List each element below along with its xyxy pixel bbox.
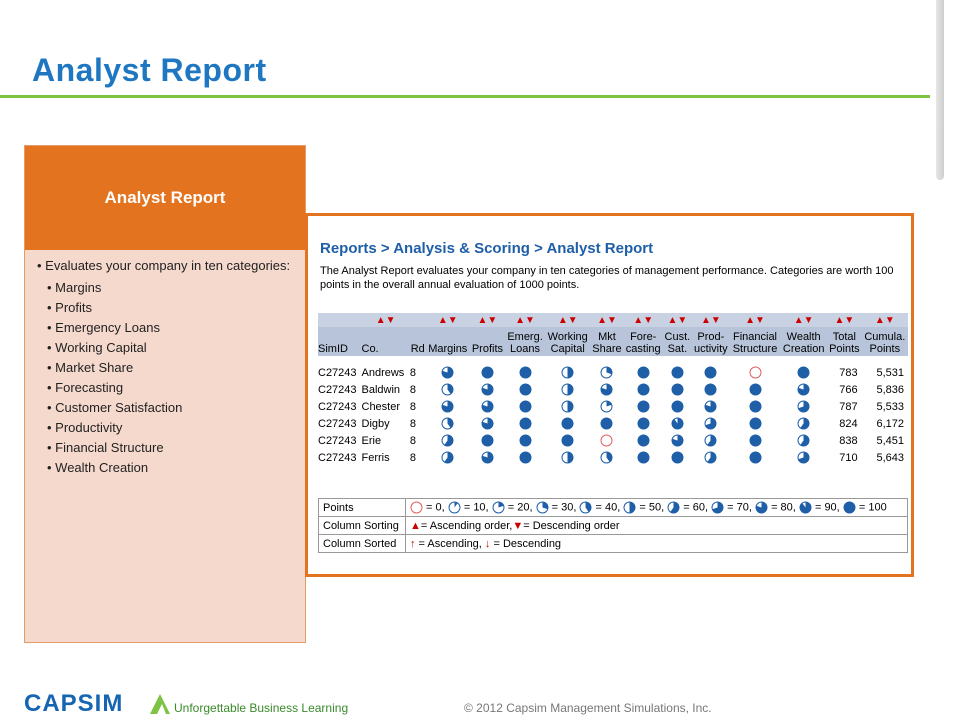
score-pie-icon: [637, 400, 650, 413]
score-pie-icon: [600, 383, 613, 396]
score-pie-icon: [410, 501, 423, 514]
score-pie-icon: [637, 383, 650, 396]
category-item: [33, 338, 293, 358]
sort-arrows-button[interactable]: ▲▼: [862, 313, 908, 327]
score-cell: [730, 398, 780, 415]
score-cell: [663, 415, 692, 432]
legend-point-value: = 70,: [724, 501, 756, 514]
score-pie-icon: [799, 501, 812, 514]
legend-points-row: [319, 499, 908, 517]
score-pie-icon: [481, 366, 494, 379]
score-pie-icon: [749, 417, 762, 430]
legend-point-value: = 80,: [768, 501, 799, 514]
legend-label: Points: [319, 499, 406, 517]
category-item-label: • Financial Structure: [47, 440, 164, 455]
score-pie-icon: [637, 434, 650, 447]
report-description: The Analyst Report evaluates your company in ten categories of management performance. Categories are worth 100 points in the overall annual evaluation of 1000 points.: [320, 265, 894, 291]
column-header[interactable]: Rd: [410, 327, 426, 356]
score-cell: [624, 364, 663, 381]
score-cell: [780, 398, 827, 415]
table-row: [318, 449, 908, 466]
title-underline: [0, 95, 930, 98]
category-item: [33, 318, 293, 338]
score-cell: [780, 415, 827, 432]
score-pie-icon: [797, 434, 810, 447]
score-cell: [780, 449, 827, 466]
score-cell: [426, 398, 470, 415]
column-header[interactable]: Total Points: [827, 327, 862, 356]
score-pie-icon: [749, 366, 762, 379]
score-pie-icon: [797, 366, 810, 379]
capsim-logo-mark-icon: [148, 690, 172, 716]
score-cell: [730, 364, 780, 381]
sort-arrows-button[interactable]: ▲▼: [692, 313, 730, 327]
score-cell: [624, 449, 663, 466]
score-pie-icon: [561, 383, 574, 396]
capsim-logo: CAPSIM: [24, 690, 124, 717]
sort-arrows-button[interactable]: ▲▼: [545, 313, 590, 327]
legend-text: = Ascending,: [415, 537, 485, 550]
score-pie-icon: [704, 434, 717, 447]
score-cell: [505, 415, 545, 432]
score-cell: [624, 381, 663, 398]
score-cell: [692, 381, 730, 398]
column-header[interactable]: SimID: [318, 327, 362, 356]
company-cell: Baldwin: [361, 383, 401, 396]
round-cell: 8: [409, 400, 416, 413]
simid-cell: C27243: [318, 383, 357, 396]
score-cell: [692, 398, 730, 415]
score-pie-icon: [711, 501, 724, 514]
score-pie-icon: [441, 400, 454, 413]
summary-panel: [24, 145, 306, 643]
score-pie-icon: [704, 383, 717, 396]
category-item: [33, 278, 293, 298]
sort-arrows-button[interactable]: ▲▼: [590, 313, 623, 327]
score-pie-icon: [671, 383, 684, 396]
column-header[interactable]: Cust. Sat.: [663, 327, 692, 356]
cumulative-points-cell: 6,172: [876, 417, 904, 430]
score-cell: [590, 398, 623, 415]
legend-text: = Descending: [490, 537, 562, 550]
score-pie-icon: [749, 400, 762, 413]
score-pie-icon: [600, 451, 613, 464]
score-pie-icon: [441, 383, 454, 396]
sort-arrow-row: [318, 313, 908, 327]
company-cell: Digby: [361, 417, 390, 430]
score-cell: [780, 381, 827, 398]
score-cell: [470, 364, 505, 381]
score-pie-icon: [441, 366, 454, 379]
column-header[interactable]: Wealth Creation: [780, 327, 827, 356]
score-pie-icon: [671, 366, 684, 379]
header-row: [318, 327, 908, 356]
score-cell: [590, 381, 623, 398]
score-cell: [545, 398, 590, 415]
cumulative-points-cell: 5,643: [876, 451, 904, 464]
score-pie-icon: [441, 451, 454, 464]
category-item: [33, 458, 293, 478]
score-cell: [426, 432, 470, 449]
simid-cell: C27243: [318, 366, 357, 379]
report-screenshot: [305, 213, 914, 577]
category-item-label: • Working Capital: [47, 340, 147, 355]
descending-arrow-icon: ▼: [512, 519, 524, 532]
round-cell: 8: [409, 417, 416, 430]
score-cell: [470, 415, 505, 432]
score-cell: [663, 381, 692, 398]
score-pie-icon: [755, 501, 768, 514]
score-cell: [470, 398, 505, 415]
total-points-cell: 783: [839, 366, 858, 379]
score-pie-icon: [797, 400, 810, 413]
simid-cell: C27243: [318, 451, 357, 464]
cumulative-points-cell: 5,531: [876, 366, 904, 379]
legend-point-value: = 60,: [680, 501, 712, 514]
score-cell: [624, 432, 663, 449]
category-item-label: • Productivity: [47, 420, 123, 435]
simid-cell: C27243: [318, 434, 357, 447]
score-cell: [545, 415, 590, 432]
category-item: [33, 438, 293, 458]
column-header[interactable]: Mkt Share: [590, 327, 623, 356]
column-header[interactable]: Co.: [362, 327, 410, 356]
cumulative-points-cell: 5,533: [876, 400, 904, 413]
legend-label: Column Sorted: [319, 535, 406, 553]
score-cell: [692, 364, 730, 381]
score-pie-icon: [561, 434, 574, 447]
category-lead: • Evaluates your company in ten categories:: [37, 258, 291, 273]
category-item: [33, 358, 293, 378]
score-cell: [730, 432, 780, 449]
score-pie-icon: [561, 366, 574, 379]
column-header[interactable]: Profits: [470, 327, 505, 356]
category-item-label: • Market Share: [47, 360, 134, 375]
score-pie-icon: [749, 383, 762, 396]
total-points-cell: 710: [839, 451, 858, 464]
score-cell: [545, 381, 590, 398]
score-cell: [730, 449, 780, 466]
sort-arrows-button[interactable]: ▲▼: [426, 313, 470, 327]
breadcrumb: Reports > Analysis & Scoring > Analyst Report: [320, 240, 654, 257]
legend-sorted-row: [319, 535, 908, 553]
score-pie-icon: [600, 434, 613, 447]
score-cell: [505, 381, 545, 398]
category-item: [33, 378, 293, 398]
score-cell: [505, 432, 545, 449]
column-header[interactable]: Margins: [426, 327, 470, 356]
score-pie-icon: [671, 400, 684, 413]
score-pie-icon: [561, 417, 574, 430]
category-item: [33, 418, 293, 438]
score-cell: [426, 449, 470, 466]
score-pie-icon: [561, 451, 574, 464]
sort-arrow-cell: [410, 313, 426, 327]
sort-arrows-button[interactable]: ▲▼: [780, 313, 827, 327]
score-cell: [590, 364, 623, 381]
score-cell: [692, 415, 730, 432]
page-title: Analyst Report: [32, 52, 267, 88]
score-cell: [590, 432, 623, 449]
score-pie-icon: [704, 400, 717, 413]
copyright: © 2012 Capsim Management Simulations, Inc.: [464, 701, 712, 715]
category-item: [33, 398, 293, 418]
score-pie-icon: [671, 451, 684, 464]
legend-text: = Ascending order,: [420, 519, 513, 532]
sort-arrows-button[interactable]: ▲▼: [624, 313, 663, 327]
category-item-label: • Wealth Creation: [47, 460, 149, 475]
score-cell: [470, 432, 505, 449]
ascending-arrow-icon: ▲: [410, 519, 421, 532]
score-pie-icon: [671, 417, 684, 430]
legend-point-value: = 0,: [423, 501, 448, 514]
score-cell: [663, 398, 692, 415]
legend-content: [406, 499, 908, 517]
score-cell: [505, 398, 545, 415]
score-pie-icon: [481, 400, 494, 413]
legend-content: [406, 535, 908, 553]
score-cell: [692, 432, 730, 449]
legend-content: [406, 517, 908, 535]
column-header[interactable]: Emerg. Loans: [505, 327, 545, 356]
sort-arrows-button[interactable]: ▲▼: [827, 313, 862, 327]
column-header[interactable]: Prod- uctivity: [692, 327, 730, 356]
panel-heading: Analyst Report: [25, 146, 305, 250]
score-pie-icon: [519, 434, 532, 447]
score-cell: [590, 415, 623, 432]
score-pie-icon: [667, 501, 680, 514]
score-cell: [426, 415, 470, 432]
round-cell: 8: [409, 383, 416, 396]
score-pie-icon: [671, 434, 684, 447]
score-cell: [692, 449, 730, 466]
score-pie-icon: [600, 400, 613, 413]
sort-arrows-button[interactable]: ▲▼: [730, 313, 780, 327]
score-cell: [426, 381, 470, 398]
score-cell: [663, 449, 692, 466]
page-curl-decoration: [936, 0, 944, 180]
score-pie-icon: [797, 417, 810, 430]
score-pie-icon: [448, 501, 461, 514]
score-pie-icon: [536, 501, 549, 514]
score-pie-icon: [637, 417, 650, 430]
company-cell: Ferris: [361, 451, 390, 464]
category-item-label: • Emergency Loans: [47, 320, 160, 335]
spacer-cell: [318, 356, 908, 364]
score-pie-icon: [481, 383, 494, 396]
score-cell: [624, 415, 663, 432]
score-pie-icon: [749, 434, 762, 447]
score-pie-icon: [519, 366, 532, 379]
sorted-descending-icon: ↓: [484, 537, 491, 550]
legend-label: Column Sorting: [319, 517, 406, 535]
category-list: [25, 258, 305, 478]
category-item: [33, 298, 293, 318]
score-cell: [470, 449, 505, 466]
score-pie-icon: [704, 417, 717, 430]
score-pie-icon: [843, 501, 856, 514]
legend-point-value: = 90,: [811, 501, 843, 514]
category-item-label: • Margins: [47, 280, 102, 295]
score-pie-icon: [481, 417, 494, 430]
score-pie-icon: [797, 383, 810, 396]
score-pie-icon: [637, 451, 650, 464]
table-row: [318, 364, 908, 381]
column-header[interactable]: Cumula. Points: [862, 327, 908, 356]
cumulative-points-cell: 5,836: [876, 383, 904, 396]
score-pie-icon: [600, 366, 613, 379]
sort-arrows-button[interactable]: ▲▼: [362, 313, 410, 327]
category-lead-text: Evaluates your company in ten categories:: [45, 258, 291, 273]
score-pie-icon: [600, 417, 613, 430]
footer-tagline: Unforgettable Business Learning: [174, 701, 349, 715]
score-cell: [780, 364, 827, 381]
sort-arrow-cell: [318, 313, 362, 327]
legend-point-value: = 100: [855, 501, 887, 514]
category-item-label: • Profits: [47, 300, 93, 315]
score-pie-icon: [441, 434, 454, 447]
score-pie-icon: [579, 501, 592, 514]
table-row: [318, 398, 908, 415]
category-item-label: • Forecasting: [47, 380, 124, 395]
legend-text: = Descending order: [523, 519, 620, 532]
legend-point-value: = 40,: [592, 501, 624, 514]
score-pie-icon: [704, 366, 717, 379]
company-cell: Erie: [361, 434, 382, 447]
legend-point-value: = 50,: [636, 501, 668, 514]
legend-point-value: = 30,: [548, 501, 580, 514]
score-cell: [470, 381, 505, 398]
score-pie-icon: [519, 451, 532, 464]
score-cell: [624, 398, 663, 415]
round-cell: 8: [409, 366, 416, 379]
total-points-cell: 766: [839, 383, 858, 396]
analyst-table: [318, 313, 908, 466]
sorted-ascending-icon: ↑: [410, 537, 416, 550]
score-cell: [426, 364, 470, 381]
cumulative-points-cell: 5,451: [876, 434, 904, 447]
company-cell: Chester: [361, 400, 401, 413]
total-points-cell: 824: [839, 417, 858, 430]
score-pie-icon: [749, 451, 762, 464]
score-cell: [545, 449, 590, 466]
score-pie-icon: [481, 434, 494, 447]
score-cell: [545, 364, 590, 381]
score-pie-icon: [637, 366, 650, 379]
score-pie-icon: [441, 417, 454, 430]
company-cell: Andrews: [361, 366, 405, 379]
simid-cell: C27243: [318, 400, 357, 413]
column-header[interactable]: Working Capital: [545, 327, 590, 356]
score-cell: [663, 364, 692, 381]
score-pie-icon: [623, 501, 636, 514]
score-cell: [730, 381, 780, 398]
score-cell: [663, 432, 692, 449]
table-row: [318, 381, 908, 398]
spacer-row: [318, 356, 908, 364]
score-pie-icon: [704, 451, 717, 464]
score-pie-icon: [481, 451, 494, 464]
score-cell: [590, 449, 623, 466]
category-item-label: • Customer Satisfaction: [47, 400, 183, 415]
table-row: [318, 415, 908, 432]
round-cell: 8: [409, 451, 416, 464]
total-points-cell: 787: [839, 400, 858, 413]
total-points-cell: 838: [839, 434, 858, 447]
score-cell: [505, 364, 545, 381]
legend-sorting-row: [319, 517, 908, 535]
score-pie-icon: [492, 501, 505, 514]
simid-cell: C27243: [318, 417, 357, 430]
legend-table: [318, 498, 908, 553]
table-row: [318, 432, 908, 449]
sort-arrows-button[interactable]: ▲▼: [470, 313, 505, 327]
score-pie-icon: [519, 400, 532, 413]
legend-point-value: = 10,: [460, 501, 492, 514]
round-cell: 8: [409, 434, 416, 447]
score-pie-icon: [797, 451, 810, 464]
score-cell: [730, 415, 780, 432]
score-cell: [545, 432, 590, 449]
score-pie-icon: [519, 383, 532, 396]
legend-point-value: = 20,: [504, 501, 536, 514]
sort-arrows-button[interactable]: ▲▼: [505, 313, 545, 327]
column-header[interactable]: Financial Structure: [730, 327, 780, 356]
score-pie-icon: [519, 417, 532, 430]
sort-arrows-button[interactable]: ▲▼: [663, 313, 692, 327]
score-cell: [780, 432, 827, 449]
score-cell: [505, 449, 545, 466]
column-header[interactable]: Fore- casting: [624, 327, 663, 356]
score-pie-icon: [561, 400, 574, 413]
